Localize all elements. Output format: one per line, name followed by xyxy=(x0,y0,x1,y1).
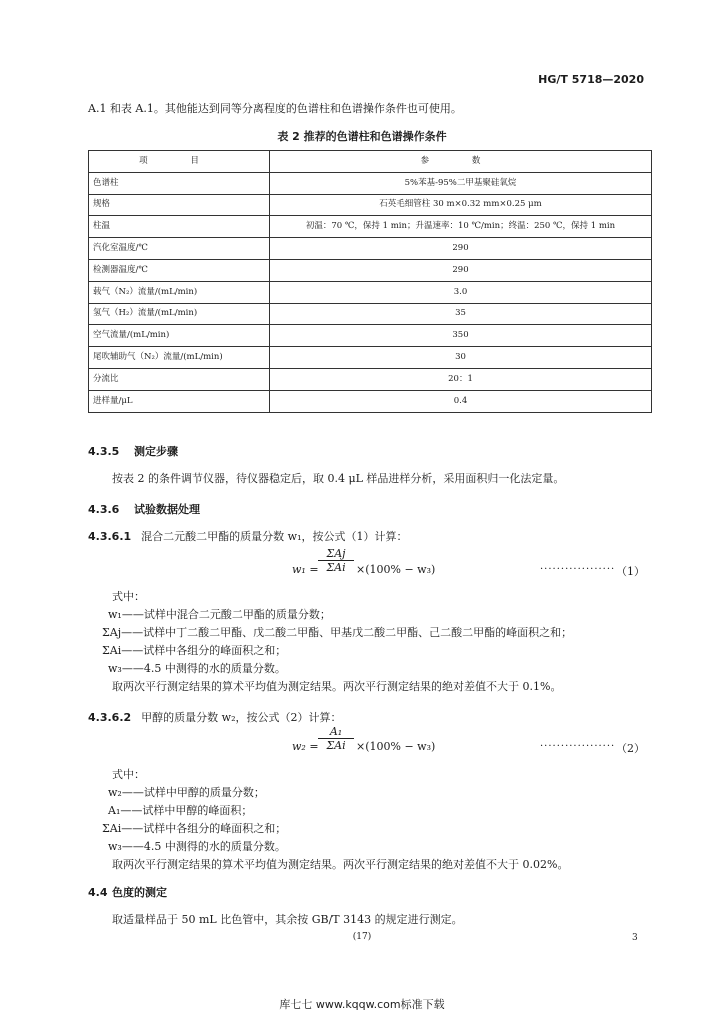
formula-2-fraction xyxy=(318,725,354,752)
table-row xyxy=(89,303,652,325)
formula-2-lhs: w₂ = xyxy=(292,740,319,753)
header-item: 项 目 xyxy=(89,151,270,173)
row-label: 氢气（H₂）流量/(mL/min) xyxy=(89,303,270,325)
row-label: 色谱柱 xyxy=(89,172,270,194)
formula-1-fraction xyxy=(318,547,354,574)
formula-2-rhs: ×(100% − w₃) xyxy=(356,740,436,753)
row-value: 0.4 xyxy=(270,390,652,412)
row-value: 290 xyxy=(270,238,652,260)
formula-1-lhs: w₁ = xyxy=(292,563,319,576)
color-measure-text: 取适量样品于 50 mL 比色管中，其余按 GB/T 3143 的规定进行测定。 xyxy=(112,913,463,926)
formula-2-leader: ·················· xyxy=(540,741,616,752)
result-rule-2: 取两次平行测定结果的算术平均值为测定结果。两次平行测定结果的绝对差值不大于 0.02%。 xyxy=(112,858,569,871)
para-4-3-6-1 xyxy=(88,530,407,544)
definition-sum-ai-2: ΣAi——试样中各组分的峰面积之和； xyxy=(102,822,287,835)
formula-1-number: （1） xyxy=(616,565,645,578)
formula-1-rhs: ×(100% − w₃) xyxy=(356,563,436,576)
where-label-2: 式中： xyxy=(112,768,145,781)
formula-2-numerator: A₁ xyxy=(329,725,343,738)
formula-2-denominator: ΣAi xyxy=(318,738,354,752)
table-row xyxy=(89,325,652,347)
table-row xyxy=(89,172,652,194)
clause-text: 甲醇的质量分数 w₂，按公式（2）计算： xyxy=(141,711,342,724)
page-number: 3 xyxy=(632,933,638,943)
page-serial: (17) xyxy=(352,932,372,942)
heading-4-3-6 xyxy=(88,501,200,517)
table-row xyxy=(89,194,652,216)
row-value: 290 xyxy=(270,259,652,281)
result-rule-1: 取两次平行测定结果的算术平均值为测定结果。两次平行测定结果的绝对差值不大于 0.1%。 xyxy=(112,680,562,693)
row-value: 5%苯基-95%二甲基聚硅氧烷 xyxy=(270,172,652,194)
header-param: 参 数 xyxy=(270,151,652,173)
table-row xyxy=(89,281,652,303)
definition-sum-ai: ΣAi——试样中各组分的峰面积之和； xyxy=(102,644,287,657)
row-label: 分流比 xyxy=(89,368,270,390)
row-value: 3.0 xyxy=(270,281,652,303)
clause-text: 混合二元酸二甲酯的质量分数 w₁，按公式（1）计算： xyxy=(141,530,408,543)
definition-w1: w₁——试样中混合二元酸二甲酯的质量分数； xyxy=(108,608,331,621)
intro-line: A.1 和表 A.1。其他能达到同等分离程度的色谱柱和色谱操作条件也可使用。 xyxy=(88,102,462,115)
heading-4-3-5 xyxy=(88,443,178,459)
formula-1-numerator: ΣAj xyxy=(326,547,346,560)
watermark-footer: 库七七 www.kqqw.com标准下载 xyxy=(279,998,445,1011)
formula-1-leader: ·················· xyxy=(540,564,616,575)
table-row xyxy=(89,347,652,369)
row-label: 空气流量/(mL/min) xyxy=(89,325,270,347)
formula-2-number: （2） xyxy=(616,742,645,755)
heading-title: 试验数据处理 xyxy=(134,503,200,516)
row-label: 汽化室温度/℃ xyxy=(89,238,270,260)
row-value: 30 xyxy=(270,347,652,369)
table-header-row xyxy=(89,151,652,173)
para-4-3-6-2 xyxy=(88,711,341,725)
heading-number: 4.3.6 xyxy=(88,503,120,516)
row-label: 尾吹辅助气（N₂）流量/(mL/min) xyxy=(89,347,270,369)
clause-number: 4.3.6.1 xyxy=(88,530,132,543)
row-label: 柱温 xyxy=(89,216,270,238)
definition-w2: w₂——试样中甲醇的质量分数； xyxy=(108,786,265,799)
row-value: 35 xyxy=(270,303,652,325)
heading-number: 4.3.5 xyxy=(88,445,120,458)
clause-number: 4.3.6.2 xyxy=(88,711,132,724)
row-value: 初温：70 ℃，保持 1 min；升温速率：10 ℃/min；终温：250 ℃，保持 1 min xyxy=(270,216,652,238)
row-value: 350 xyxy=(270,325,652,347)
table-title: 表 2 推荐的色谱柱和色谱操作条件 xyxy=(277,130,447,143)
definition-w3-2: w₃——4.5 中测得的水的质量分数。 xyxy=(108,840,286,853)
table-row xyxy=(89,368,652,390)
heading-4-4 xyxy=(88,884,167,900)
heading-number: 4.4 xyxy=(88,886,108,899)
row-value: 20：1 xyxy=(270,368,652,390)
formula-1-denominator: ΣAi xyxy=(318,560,354,574)
row-label: 进样量/μL xyxy=(89,390,270,412)
heading-title: 色度的测定 xyxy=(112,886,167,899)
definition-w3: w₃——4.5 中测得的水的质量分数。 xyxy=(108,662,286,675)
row-value: 石英毛细管柱 30 m×0.32 mm×0.25 μm xyxy=(270,194,652,216)
conditions-table xyxy=(88,150,652,413)
definition-a1: A₁——试样中甲醇的峰面积； xyxy=(108,804,253,817)
row-label: 载气（N₂）流量/(mL/min) xyxy=(89,281,270,303)
definition-sum-aj: ΣAj——试样中丁二酸二甲酯、戊二酸二甲酯、甲基戊二酸二甲酯、己二酸二甲酯的峰面积之和； xyxy=(102,626,573,639)
standard-code: HG/T 5718—2020 xyxy=(538,73,644,86)
row-label: 规格 xyxy=(89,194,270,216)
table-row xyxy=(89,259,652,281)
heading-title: 测定步骤 xyxy=(134,445,178,458)
where-label-1: 式中： xyxy=(112,590,145,603)
table-row xyxy=(89,216,652,238)
table-row xyxy=(89,390,652,412)
measurement-steps-text: 按表 2 的条件调节仪器，待仪器稳定后，取 0.4 μL 样品进样分析，采用面积归一化法定量。 xyxy=(112,472,565,485)
table-row xyxy=(89,238,652,260)
row-label: 检测器温度/℃ xyxy=(89,259,270,281)
